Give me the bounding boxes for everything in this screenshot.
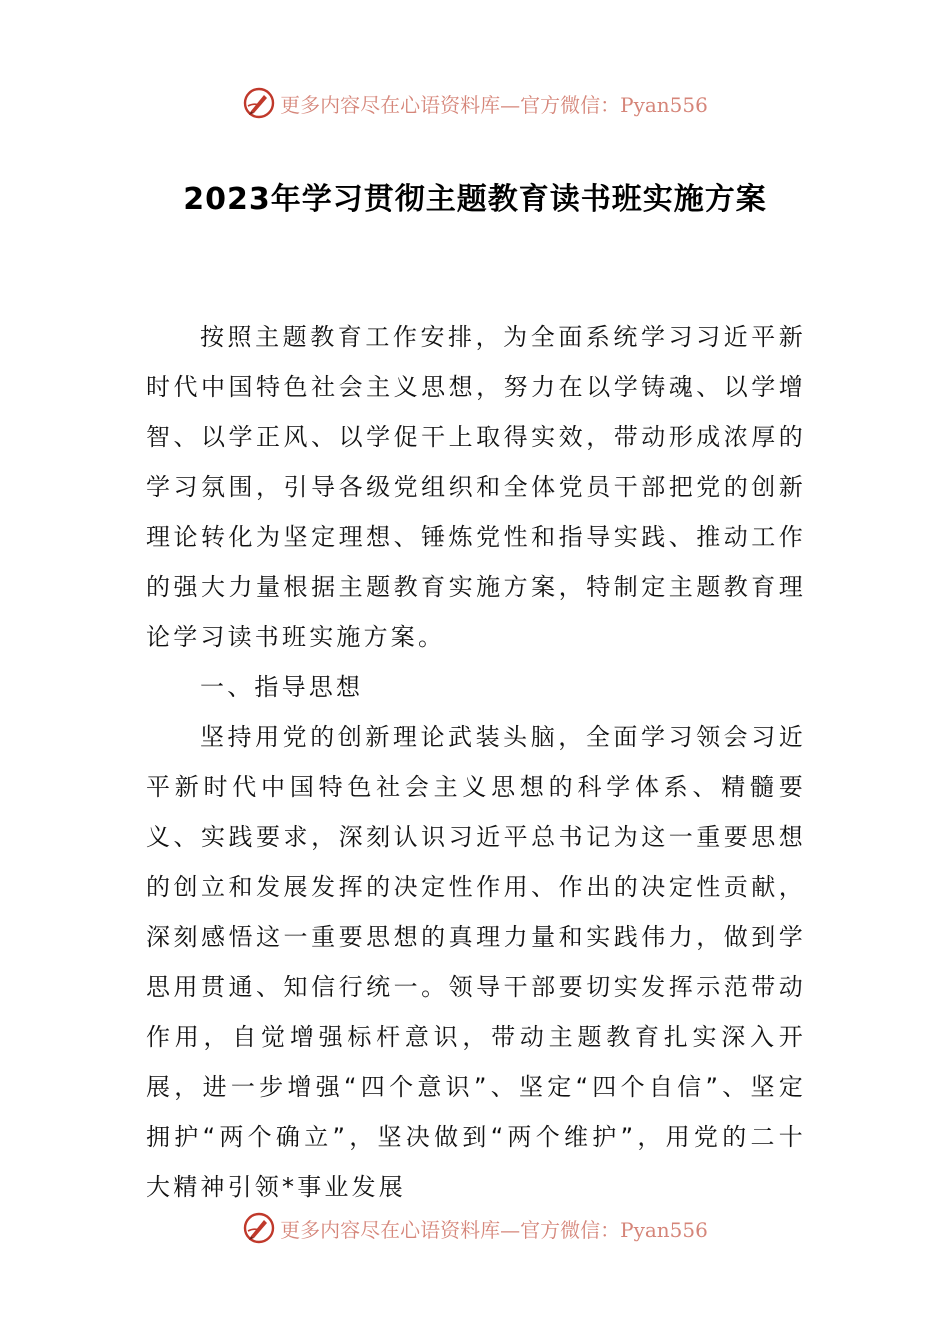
watermark-banner-top xyxy=(0,83,950,123)
watermark-banner-bottom xyxy=(0,1208,950,1248)
pen-logo-icon xyxy=(242,86,276,120)
intro-paragraph: 按照主题教育工作安排，为全面系统学习习近平新时代中国特色社会主义思想，努力在以学铸魂、以学增智、以学正风、以学促干上取得实效，带动形成浓厚的学习氛围，引导各级党组织和全体党员干部把党的创新理论转化为坚定理想、锤炼党性和指导实践、推动工作的强大力量根据主题教育实施方案，特制定主题教育理论学习读书班实施方案。 xyxy=(146,323,806,651)
pen-logo-icon xyxy=(242,1211,276,1245)
section-paragraph: 坚持用党的创新理论武装头脑，全面学习领会习近平新时代中国特色社会主义思想的科学体系、精髓要义、实践要求，深刻认识习近平总书记为这一重要思想的创立和发展发挥的决定性作用、作出的决定性贡献，深刻感悟这一重要思想的真理力量和实践伟力，做到学思用贯通、知信行统一。领导干部要切实发挥示范带动作用，自觉增强标杆意识，带动主题教育扎实深入开展，进一步增强“四个意识”、坚定“四个自信”、坚定拥护“两个确立”，坚决做到“两个维护”，用党的二十大精神引领*事业发展 xyxy=(146,723,806,1201)
section-heading: 一、指导思想 xyxy=(200,673,364,701)
watermark-text: 更多内容尽在心语资料库—官方微信：Pyan556 xyxy=(280,92,708,117)
watermark-text: 更多内容尽在心语资料库—官方微信：Pyan556 xyxy=(280,1217,708,1242)
document-body xyxy=(146,312,806,1212)
document-title: 2023年学习贯彻主题教育读书班实施方案 xyxy=(183,182,767,217)
